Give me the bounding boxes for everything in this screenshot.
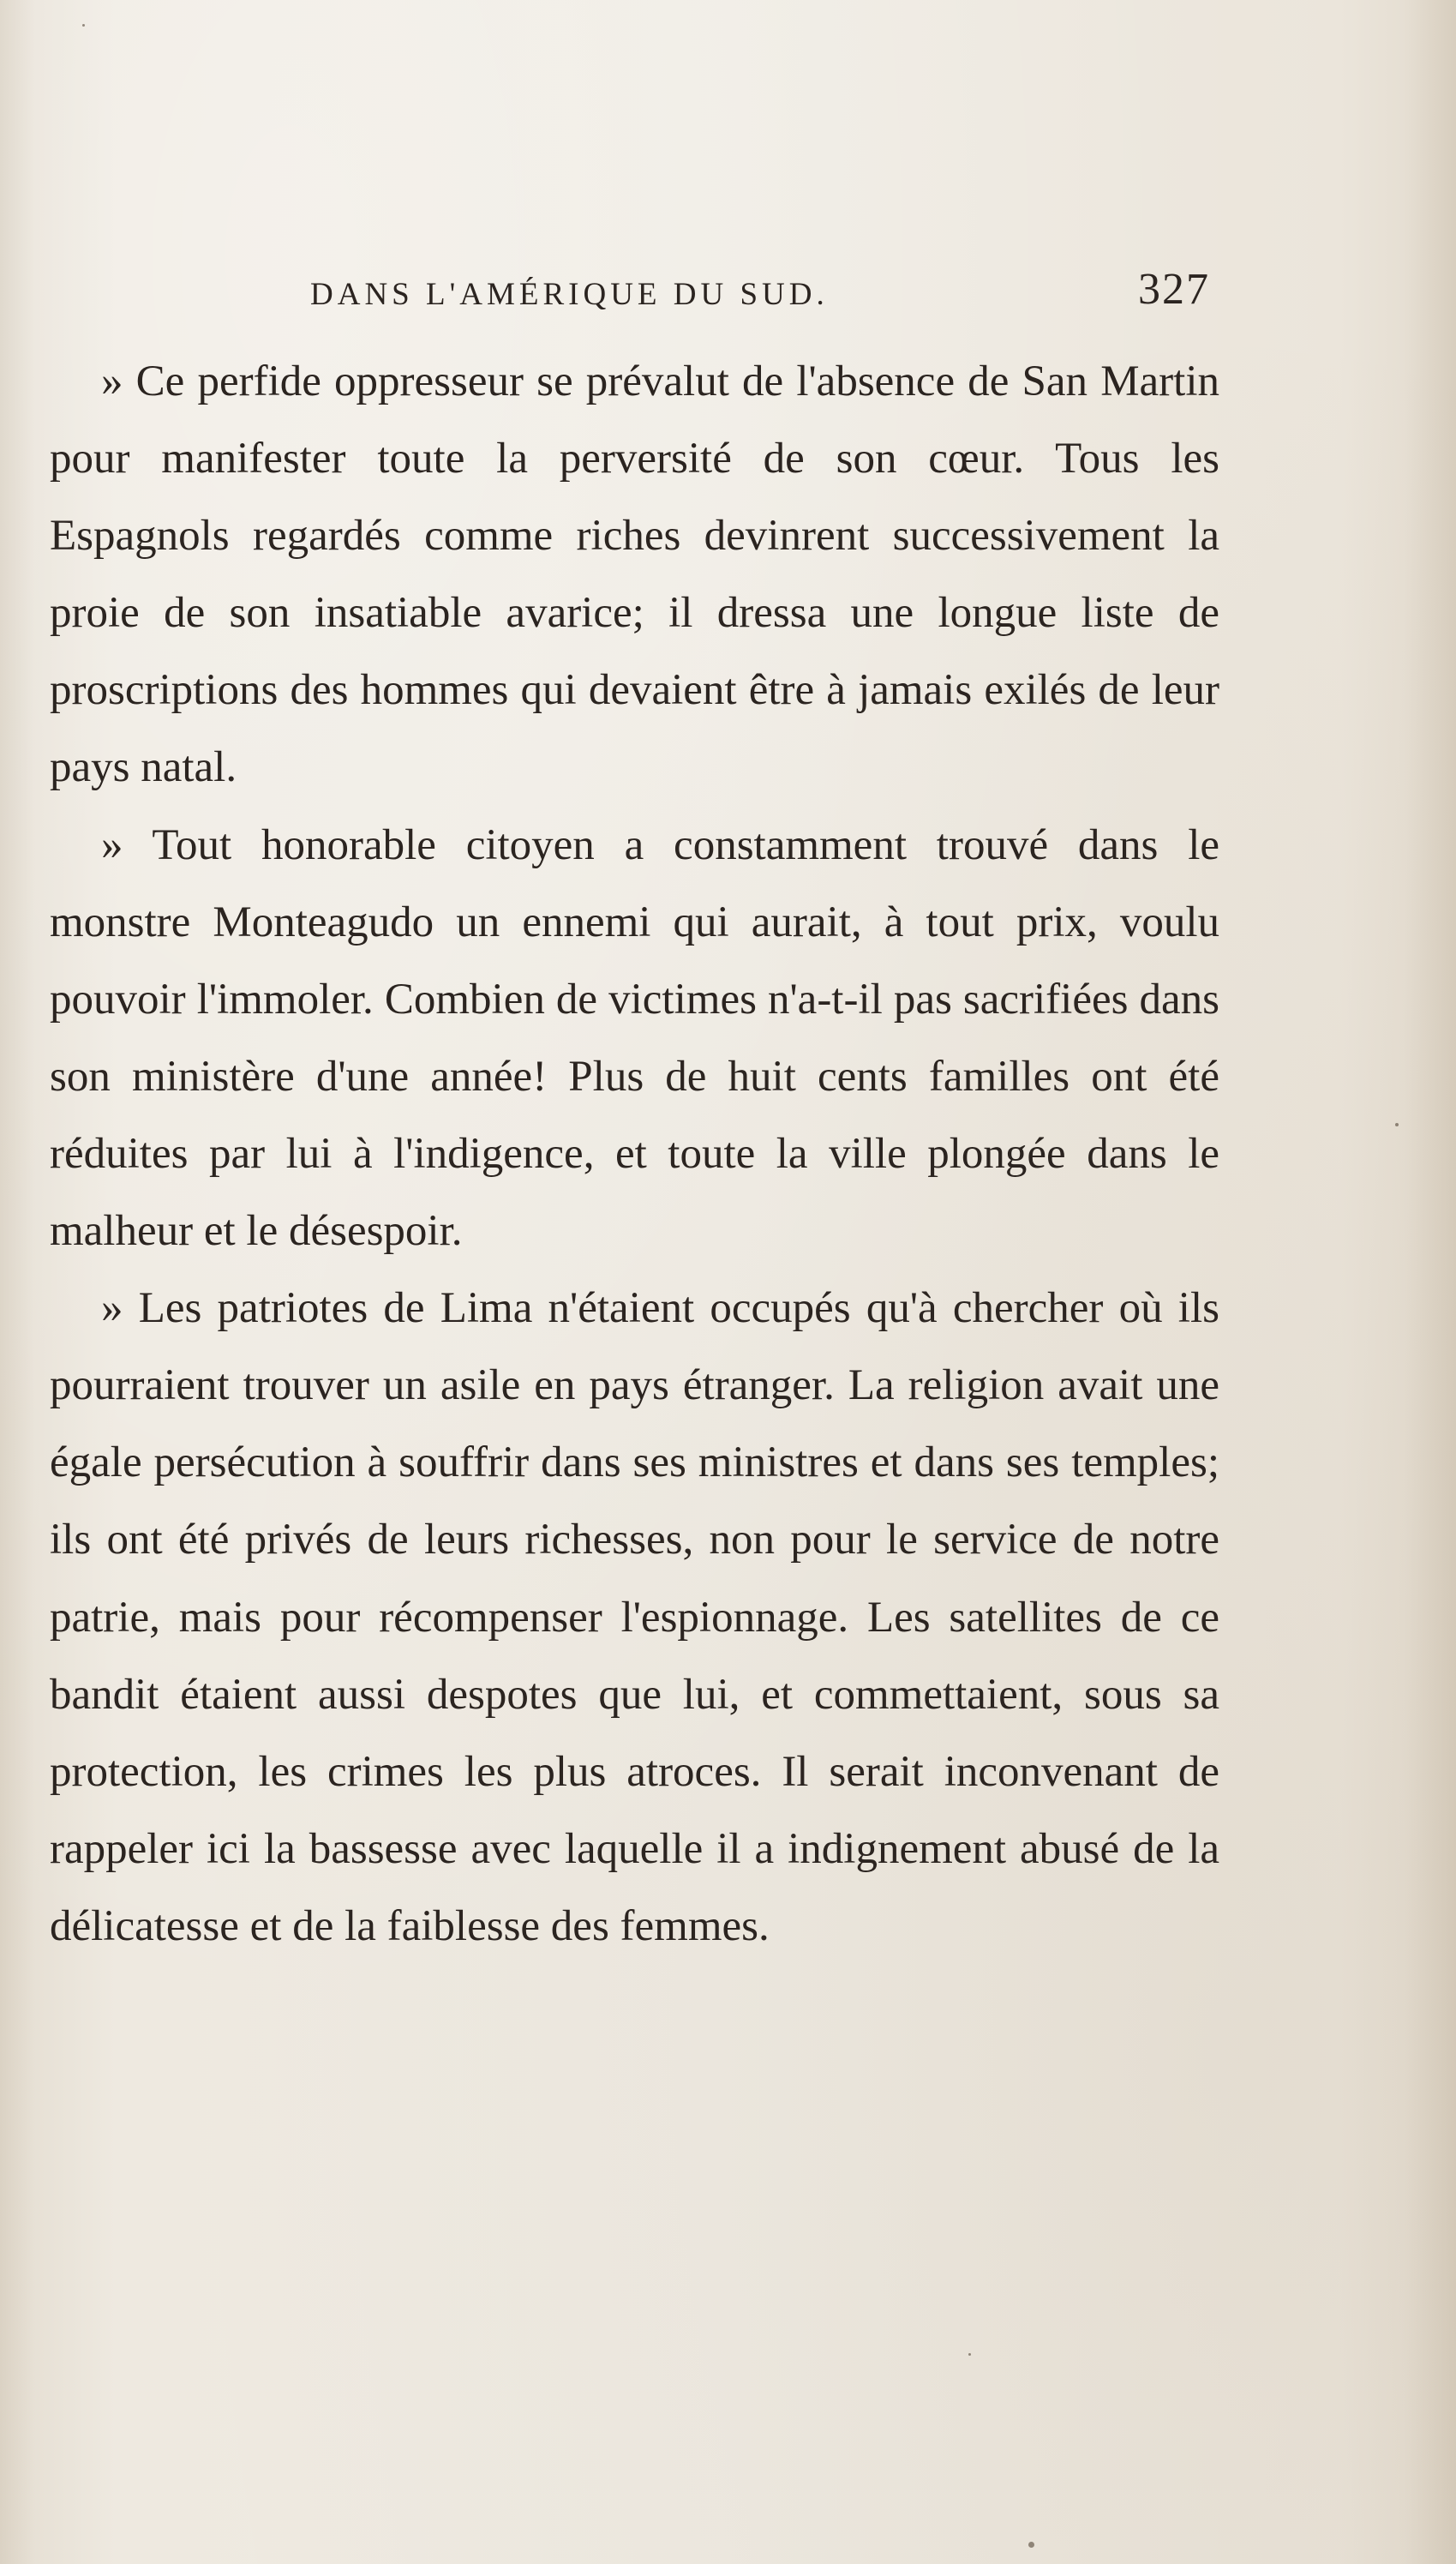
page-edge-shadow-right: [1405, 0, 1456, 2564]
running-head: DANS L'AMÉRIQUE DU SUD.: [310, 277, 829, 312]
page-edge-shadow-left: [0, 0, 34, 2564]
paragraph: » Tout honorable citoyen a constamment trouvé dans le monstre Monteagudo un ennemi qui aurait, à tout prix, voulu pouvoir l'immoler. Combien de victimes n'a-t-il pas sacrifiées dans son ministère d'une année! Plus de huit cents familles ont été réduites par lui à l'indigence, et toute la ville plongée dans le malheur et le désespoir.: [50, 820, 1219, 1256]
paragraph: » Les patriotes de Lima n'étaient occupés qu'à chercher où ils pourraient trouver un asile en pays étranger. La religion avait une égale persécution à souffrir dans ses ministres et dans ses temples; ils ont été privés de leurs richesses, non pour le service de notre patrie, mais pour récompenser l'espionnage. Les satellites de ce bandit étaient aussi despotes que lui, et commettaient, sous sa protection, les crimes les plus atroces. Il serait inconvenant de rappeler ici la bassesse avec laquelle il a indignement abusé de la délicatesse et de la faiblesse des femmes.: [50, 1284, 1219, 1950]
paragraph: » Ce perfide oppresseur se prévalut de l'absence de San Martin pour manifester toute la perversité de son cœur. Tous les Espagnols regardés comme riches devinrent successivement la proie de son insatiable avarice; il dressa une longue liste de proscriptions des hommes qui devaient être à jamais exilés de leur pays natal.: [50, 357, 1219, 792]
page-header: [310, 264, 1210, 324]
paper-speck: [82, 24, 85, 27]
paper-speck: [968, 2353, 971, 2356]
paper-speck: [1028, 2542, 1034, 2548]
body-text: [50, 343, 1219, 1965]
page-number: 327: [1138, 265, 1210, 314]
paper-speck: [1395, 1123, 1399, 1126]
